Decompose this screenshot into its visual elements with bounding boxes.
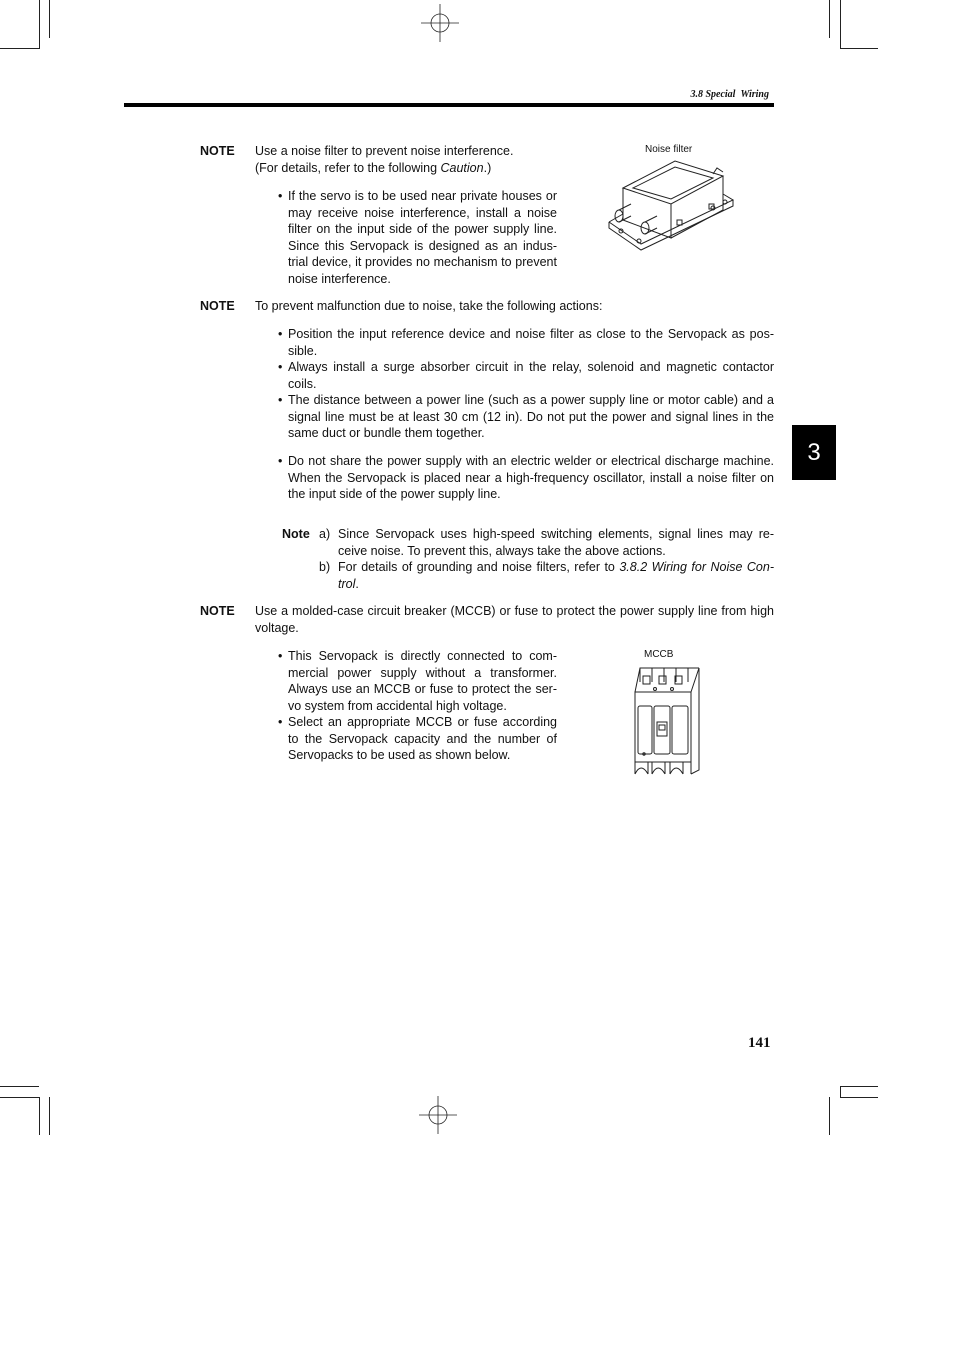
header-rule: [124, 103, 774, 107]
note-label: NOTE: [200, 604, 235, 618]
note1-bullet: • If the servo is to be used near private houses or may receive noise interference, install a noise filter on the input side of the power supply line. Since this Servopack is designed as an indus-trial device, it provides no mechanism to prevent noise interference.: [288, 188, 557, 287]
note1-text: [255, 143, 585, 176]
note2-intro: To prevent malfunction due to noise, take the following actions:: [255, 299, 603, 313]
noise-filter-label: Noise filter: [645, 144, 693, 155]
subnote-a-marker: a): [319, 527, 331, 541]
running-header: 3.8 Special Wiring: [690, 89, 769, 100]
noise-filter-illustration: [605, 158, 735, 253]
mccb-illustration: [630, 662, 705, 778]
note-label: NOTE: [200, 299, 235, 313]
note3-bullet: • This Servopack is directly connected to com-mercial power supply without a transformer. Always use an MCCB or fuse to protect the ser-vo system from accidental high voltage.: [288, 648, 557, 714]
subnote-a-text: Since Servopack uses high-speed switching elements, signal lines may re-ceive noise. To prevent this, always take the above actions.: [338, 527, 774, 558]
note3-intro: Use a molded-case circuit breaker (MCCB) or fuse to protect the power supply line from high voltage.: [255, 604, 774, 635]
note1-line1: Use a noise filter to prevent noise interference.: [255, 144, 514, 158]
crosshair-registration-icon: [419, 1096, 457, 1134]
note3-bullet: • Select an appropriate MCCB or fuse according to the Servopack capacity and the number of Servopacks to be used as shown below.: [288, 714, 557, 764]
note2-bullet: • Always install a surge absorber circuit in the relay, solenoid and magnetic contactor coils.: [288, 359, 774, 392]
chapter-number: 3: [807, 438, 821, 466]
note2-bullet: • The distance between a power line (such as a power supply line or motor cable) and a signal line must be at least 30 cm (12 in). Do not put the power and signal lines in the same duct or bundle them together.: [288, 392, 774, 442]
mccb-label: MCCB: [644, 649, 674, 660]
page-number: 141: [748, 1035, 771, 1051]
note1-line2: (For details, refer to the following Caution.): [255, 160, 492, 175]
subnote-b-marker: b): [319, 560, 331, 574]
subnote-b-text: For details of grounding and noise filters, refer to 3.8.2 Wiring for Noise Con-trol.: [338, 560, 774, 591]
chapter-tab: [792, 425, 836, 480]
note2-bullet: • Position the input reference device and noise filter as close to the Servopack as pos-sible.: [288, 326, 774, 359]
note2-bullet: • Do not share the power supply with an electric welder or electrical discharge machine. When the Servopack is placed near a high-frequency oscillator, install a noise filter on the input side of the power supply line.: [288, 453, 774, 503]
subnote-label: Note: [282, 527, 310, 541]
note-label: NOTE: [200, 144, 235, 158]
crosshair-registration-icon: [421, 4, 459, 42]
